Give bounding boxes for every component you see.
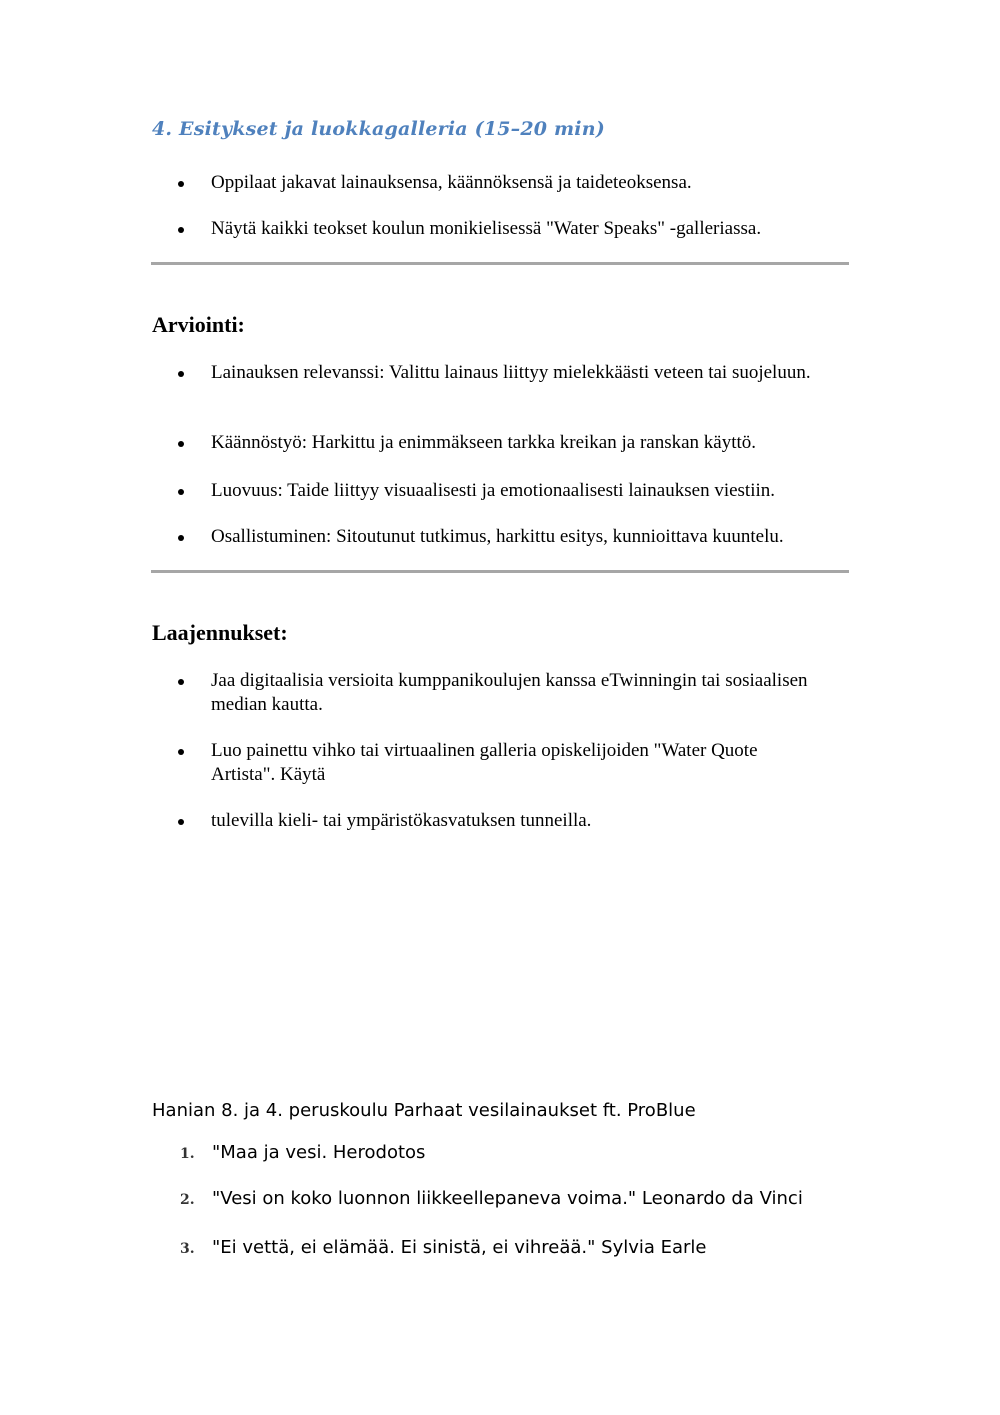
bullet-icon <box>178 441 184 447</box>
bullet-icon <box>178 489 184 495</box>
list-item: 1. "Maa ja vesi. Herodotos <box>180 1142 426 1163</box>
list-item: Käännöstyö: Harkittu ja enimmäkseen tarkka kreikan ja ranskan käyttö. <box>211 431 851 455</box>
arviointi-heading: Arviointi: <box>152 312 245 337</box>
list-item: 2. "Vesi on koko luonnon liikkeellepaneva voima." Leonardo da Vinci <box>180 1188 803 1209</box>
list-item: Osallistuminen: Sitoutunut tutkimus, harkittu esitys, kunnioittava kuuntelu. <box>211 525 851 549</box>
list-item: Lainauksen relevanssi: Valittu lainaus liittyy mielekkäästi veteen tai suojeluun. <box>211 361 811 385</box>
divider <box>151 262 849 265</box>
bullet-icon <box>178 679 184 685</box>
list-item: Jaa digitaalisia versioita kumppanikoulujen kanssa eTwinningin tai sosiaalisen median kautta. <box>211 669 851 717</box>
list-item: Luovuus: Taide liittyy visuaalisesti ja emotionaalisesti lainauksen viestiin. <box>211 479 851 503</box>
section-4-heading: 4. Esitykset ja luokkagalleria (15–20 min) <box>152 118 605 140</box>
bullet-icon <box>178 371 184 377</box>
bullet-icon <box>178 227 184 233</box>
bullet-icon <box>178 535 184 541</box>
bullet-icon <box>178 181 184 187</box>
divider <box>151 570 849 573</box>
quotes-title: Hanian 8. ja 4. peruskoulu Parhaat vesilainaukset ft. ProBlue <box>152 1100 696 1121</box>
bullet-icon <box>178 819 184 825</box>
bullet-icon <box>178 749 184 755</box>
list-item: Näytä kaikki teokset koulun monikielisessä "Water Speaks" -galleriassa. <box>211 217 851 241</box>
list-item: tulevilla kieli- tai ympäristökasvatuksen tunneilla. <box>211 809 851 833</box>
list-item: 3. "Ei vettä, ei elämää. Ei sinistä, ei vihreää." Sylvia Earle <box>180 1237 707 1258</box>
list-item: Oppilaat jakavat lainauksensa, käännöksensä ja taideteoksensa. <box>211 171 851 195</box>
list-item: Luo painettu vihko tai virtuaalinen galleria opiskelijoiden "Water Quote Artista". Käytä <box>211 739 811 787</box>
laajennukset-heading: Laajennukset: <box>152 620 288 645</box>
